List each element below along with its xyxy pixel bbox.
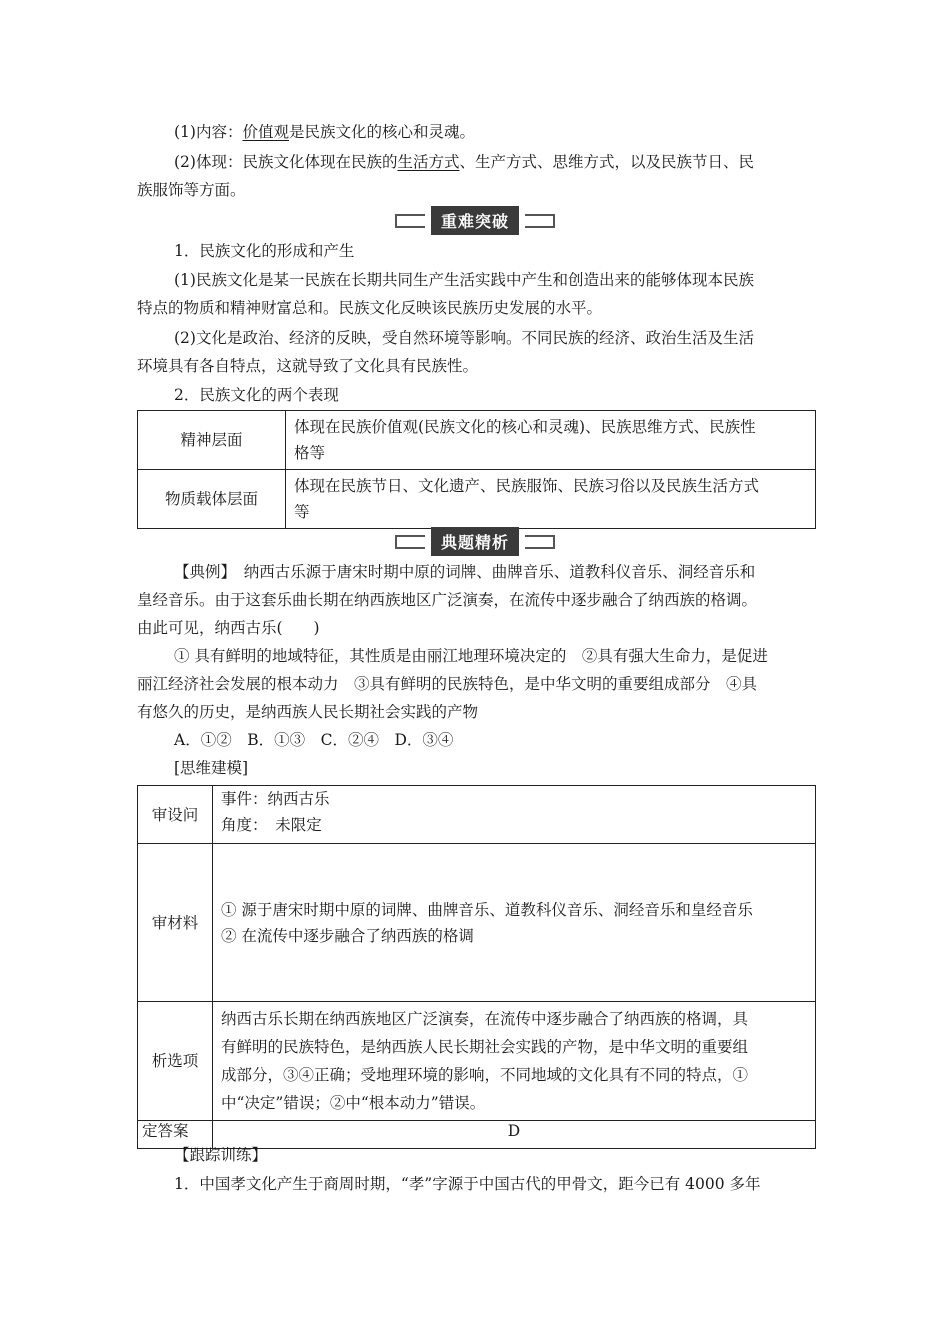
example-opt-line3: 有悠久的历史，是纳西族人民长期社会实践的产物 — [137, 703, 479, 721]
table-cell-answer: D — [213, 1121, 816, 1149]
intro-content-suffix: 是民族文化的核心和灵魂。 — [288, 123, 475, 141]
example-choices: A．①② B．①③ C．②④ D．③④ — [174, 731, 454, 749]
example-q-line1 — [174, 562, 755, 582]
example-tag: 【典例】 — [174, 563, 229, 581]
example-q-line2: 皇经音乐。由于这套乐曲长期在纳西族地区广泛演奏，在流传中逐步融合了纳西族的格调。 — [137, 591, 758, 609]
section1-heading: 1．民族文化的形成和产生 — [174, 242, 355, 260]
banner-difficulty-text: 重难突破 — [431, 206, 519, 235]
table-cell-label: 物质载体层面 — [138, 470, 286, 529]
banner-right-bar — [525, 535, 555, 549]
table-cell-label: 审材料 — [138, 844, 213, 1002]
banner-left-bar — [395, 214, 425, 228]
table-cell-content — [286, 411, 816, 470]
example-q-line3: 由此可见，纳西古乐( ) — [137, 619, 320, 637]
table-cell-line: ① 源于唐宋时期中原的词牌、曲牌音乐、道教科仪音乐、洞经音乐和皇经音乐 — [221, 900, 753, 919]
table-cell-content — [213, 786, 816, 844]
intro-content-underlined: 价值观 — [242, 123, 289, 141]
table-cell-label: 审设问 — [138, 786, 213, 844]
intro-content-line — [174, 122, 475, 142]
banner-right-bar — [525, 214, 555, 228]
section1-p2-line1: (2)文化是政治、经济的反映，受自然环境等影响。不同民族的经济、政治生活及生活 — [174, 329, 754, 347]
example-opt-line2: 丽江经济社会发展的根本动力 ③具有鲜明的民族特色，是中华文明的重要组成部分 ④具 — [137, 675, 758, 693]
table-cell-content — [213, 1002, 816, 1121]
table-cell-label: 精神层面 — [138, 411, 286, 470]
intro-embody-suffix: 、生产方式、思维方式，以及民族节日、民 — [459, 153, 754, 171]
banner-left-bar — [395, 535, 425, 549]
section1-p1-line2: 特点的物质和精神财富总和。民族文化反映该民族历史发展的水平。 — [137, 299, 603, 317]
table-row — [138, 786, 816, 844]
thinking-model-label: [思维建模] — [174, 759, 249, 777]
table-cell-content — [286, 470, 816, 529]
table-cell-line: 体现在民族节日、文化遗产、民族服饰、民族习俗以及民族生活方式 — [294, 477, 760, 495]
table-cell-line: 格等 — [294, 444, 326, 462]
intro-content-prefix: (1)内容： — [174, 123, 243, 141]
table-cell-content — [213, 844, 816, 1002]
expression-table — [137, 410, 816, 529]
intro-embody-underlined: 生活方式 — [397, 153, 460, 171]
section1-p1-line1: (1)民族文化是某一民族在长期共同生产生活实践中产生和创造出来的能够体现本民族 — [174, 271, 754, 289]
practice-tag: 【跟踪训练】 — [174, 1146, 268, 1164]
example-opt-line1: ① 具有鲜明的地域特征，其性质是由丽江地理环境决定的 ②具有强大生命力，是促进 — [174, 647, 768, 665]
table-cell-line: 成部分，③④正确；受地理环境的影响，不同地域的文化具有不同的特点，① — [221, 1066, 749, 1084]
banner-difficulty — [395, 206, 555, 234]
intro-embody-prefix: (2)体现：民族文化体现在民族的 — [174, 153, 398, 171]
banner-example-text: 典题精析 — [431, 527, 519, 556]
table-row — [138, 411, 816, 470]
table-cell-line: 角度： 未限定 — [221, 816, 322, 834]
section1-p2-line2: 环境具有各自特点，这就导致了文化具有民族性。 — [137, 357, 479, 375]
table-cell-line: 纳西古乐长期在纳西族地区广泛演奏，在流传中逐步融合了纳西族的格调，具 — [221, 1010, 749, 1028]
table-row — [138, 844, 816, 1002]
table-cell-line: 事件：纳西古乐 — [221, 790, 330, 808]
table-cell-line: ② 在流传中逐步融合了纳西族的格调 — [221, 926, 474, 945]
table-cell-line: 有鲜明的民族特色，是纳西族人民长期社会实践的产物，是中华文明的重要组 — [221, 1038, 749, 1056]
table-row — [138, 1002, 816, 1121]
table-cell-line: 等 — [294, 503, 310, 521]
table-cell-label: 定答案 — [138, 1121, 213, 1149]
example-q-text: 纳西古乐源于唐宋时期中原的词牌、曲牌音乐、道教科仪音乐、洞经音乐和 — [228, 563, 756, 581]
practice-q1-line1: 1．中国孝文化产生于商周时期，“孝”字源于中国古代的甲骨文，距今已有 4000 多年 — [174, 1175, 761, 1193]
banner-example — [395, 527, 555, 555]
section2-heading: 2．民族文化的两个表现 — [174, 386, 339, 404]
intro-embody-line — [174, 152, 754, 172]
intro-embody-line2: 族服饰等方面。 — [137, 181, 246, 199]
thinking-model-table — [137, 785, 816, 1149]
table-row — [138, 470, 816, 529]
table-cell-line: 体现在民族价值观(民族文化的核心和灵魂)、民族思维方式、民族性 — [294, 418, 756, 436]
table-cell-label: 析选项 — [138, 1002, 213, 1121]
table-cell-line: 中“决定”错误；②中“根本动力”错误。 — [221, 1094, 486, 1112]
